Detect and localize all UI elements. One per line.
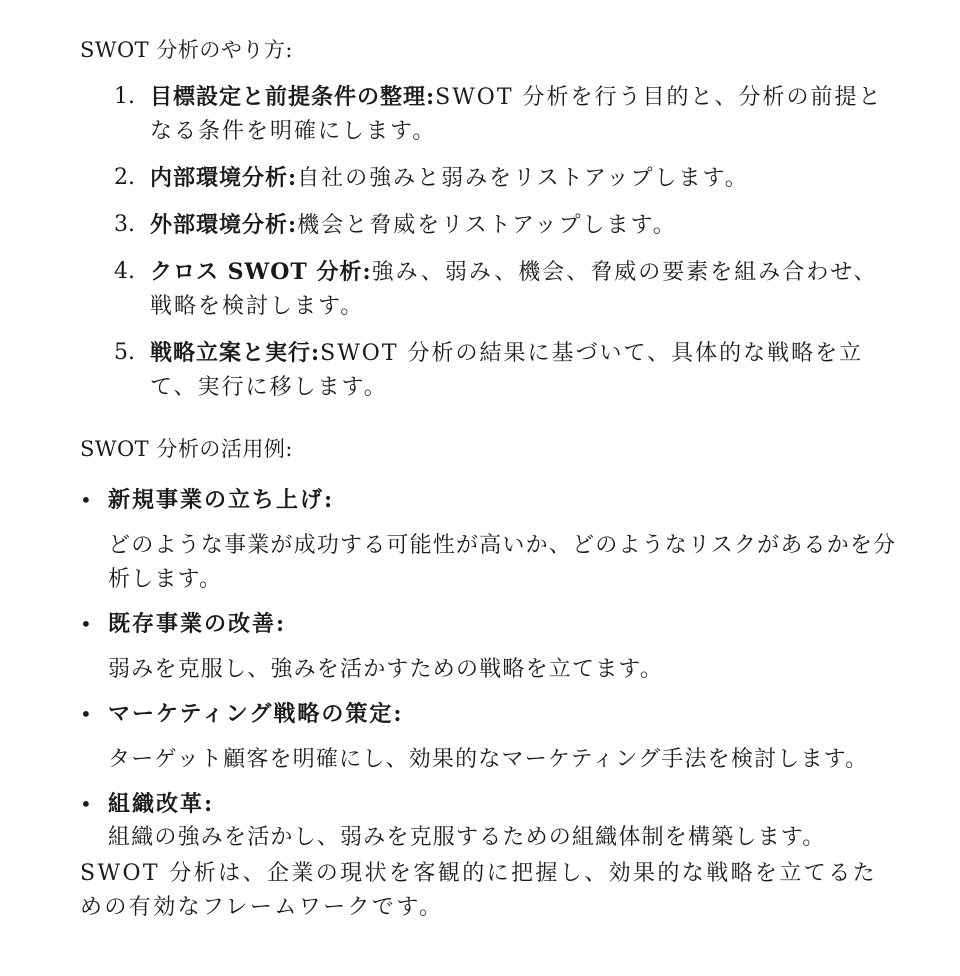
how-to-heading: SWOT 分析のやり方: (80, 38, 293, 62)
bullet-icon: • (80, 792, 92, 816)
step-title: 外部環境分析: (150, 212, 298, 238)
example-title: 新規事業の立ち上げ: (108, 487, 335, 513)
step-number: 1. (114, 84, 135, 109)
example-title: マーケティング戦略の策定: (108, 701, 404, 727)
example-description: 弱みを克服し、強みを活かすための戦略を立てます。 (108, 657, 664, 682)
conclusion-paragraph: SWOT 分析は、企業の現状を客観的に把握し、効果的な戦略を立てるための有効なフレームワークです。 (80, 861, 877, 920)
example-description: 組織の強みを活かし、弱みを克服するための組織体制を構築します。 (108, 825, 826, 850)
step-text: 機会と脅威をリストアップします。 (297, 213, 677, 238)
list-item (80, 161, 900, 196)
example-description: ターゲット顧客を明確にし、効果的なマーケティング手法を検討します。 (108, 747, 869, 772)
list-item (80, 80, 900, 149)
step-number: 2. (114, 165, 135, 190)
bullet-icon: • (80, 488, 92, 512)
examples-heading: SWOT 分析の活用例: (80, 437, 293, 461)
list-item (80, 483, 900, 597)
list-item (80, 336, 900, 405)
step-text: 強み、弱み、機会、脅威の要素を組み合わせ、戦略を検討します。 (150, 260, 878, 319)
examples-list (80, 483, 900, 855)
step-number: 5. (114, 340, 135, 365)
step-title: クロス SWOT 分析: (150, 259, 372, 285)
example-description: どのような事業が成功する可能性が高いか、どのようなリスクがあるかを分析します。 (108, 533, 897, 592)
document-body (80, 34, 900, 925)
step-text: SWOT 分析を行う目的と、分析の前提となる条件を明確にします。 (150, 85, 883, 144)
list-item (80, 255, 900, 324)
list-item (80, 787, 900, 855)
step-number: 3. (114, 212, 135, 237)
step-text: 自社の強みと弱みをリストアップします。 (297, 166, 749, 191)
bullet-icon: • (80, 612, 92, 636)
list-item (80, 208, 900, 243)
bullet-icon: • (80, 702, 92, 726)
step-title: 内部環境分析: (150, 165, 298, 191)
example-title: 組織改革: (108, 791, 215, 817)
step-title: 目標設定と前提条件の整理: (150, 84, 436, 110)
list-item (80, 697, 900, 777)
example-title: 既存事業の改善: (108, 611, 287, 637)
list-item (80, 607, 900, 687)
step-text: SWOT 分析の結果に基づいて、具体的な戦略を立て、実行に移します。 (150, 341, 864, 400)
step-number: 4. (114, 259, 135, 284)
steps-list (80, 80, 900, 405)
step-title: 戦略立案と実行: (150, 340, 321, 366)
